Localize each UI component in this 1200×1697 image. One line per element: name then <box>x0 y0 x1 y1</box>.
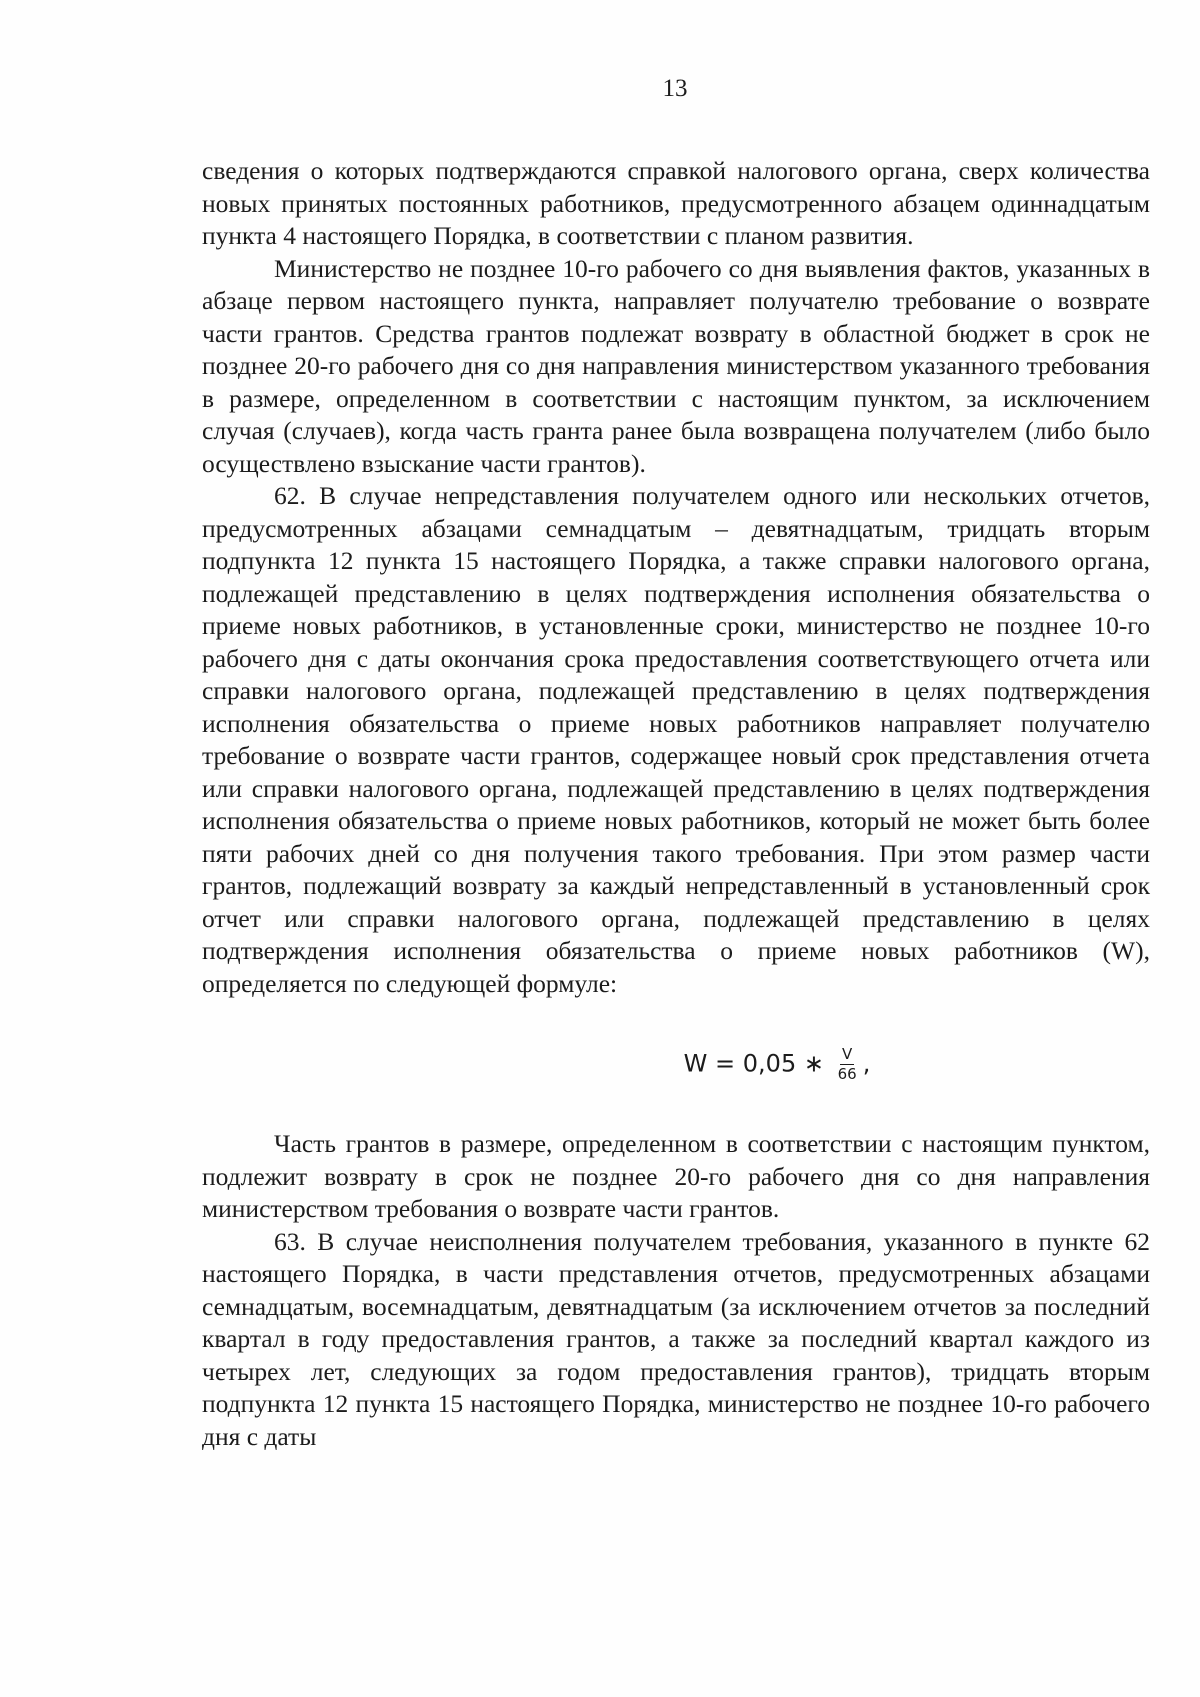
formula-block <box>202 1000 1150 1128</box>
formula-fraction <box>836 1046 859 1083</box>
paragraph-continuation: сведения о которых подтверждаются справкой налогового органа, сверх количества новых принятых постоянных работников, предусмотренного абзацем одиннадцатым пункта 4 настоящего Порядка, в соответствии с планом развития. <box>202 156 1150 250</box>
fraction-denominator: 66 <box>837 1064 857 1083</box>
formula-suffix: , <box>862 1049 871 1077</box>
page-number: 13 <box>662 75 688 102</box>
paragraph-ministry-demand: Министерство не позднее 10-го рабочего со дня выявления фактов, указанных в абзаце первом настоящего пункта, направляет получателю требование о возврате части грантов. Средства грантов подлежат возврату в областной бюджет в срок не позднее 20-го рабочего дня со дня направления министерством указанного требования в размере, определенном в соответствии с настоящим пунктом, за исключением случая (случаев), когда часть гранта ранее была возвращена получателем (либо было осуществлено взыскание части грантов). <box>202 253 1150 478</box>
paragraph-return-deadline: Часть грантов в размере, определенном в соответствии с настоящим пунктом, подлежит возврату в срок не позднее 20-го рабочего дня со дня направления министерством требования о возврате части грантов. <box>202 1129 1150 1223</box>
paragraph-clause-62: 62. В случае непредставления получателем одного или нескольких отчетов, предусмотренных абзацами семнадцатым – девятнадцатым, тридцать вторым подпункта 12 пункта 15 настоящего Порядка, а также справки налогового органа, подлежащей представлению в целях подтверждения исполнения обязательства о приеме новых работников, в установленные сроки, министерство не позднее 10-го рабочего дня с даты окончания срока предоставления соответствующего отчета или справки налогового органа, подлежащей представлению в целях подтверждения исполнения обязательства о приеме новых работников направляет получателю требование о возврате части грантов, содержащее новый срок представления отчета или справки налогового органа, подлежащей представлению в целях подтверждения исполнения обязательства о приеме новых работников, который не может быть более пяти рабочих дней со дня получения такого требования. При этом размер части грантов, подлежащий возврату за каждый непредставленный в установленный срок отчет или справки налогового органа, подлежащей представлению в целях подтверждения исполнения обязательства о приеме новых работников (W), определяется по следующей формуле: <box>202 481 1150 998</box>
fraction-numerator: V <box>842 1044 853 1063</box>
formula-lhs: W = 0,05 ∗ <box>683 1049 824 1077</box>
paragraph-clause-63: 63. В случае неисполнения получателем требования, указанного в пункте 62 настоящего Порядка, в части представления отчетов, предусмотренных абзацами семнадцатым, восемнадцатым, девятнадцатым (за исключением отчетов за последний квартал в году предоставления грантов, а также за последний квартал каждого из четырех лет, следующих за годом предоставления грантов), тридцать вторым подпункта 12 пункта 15 настоящего Порядка, министерство не позднее 10-го рабочего дня с даты <box>202 1226 1150 1451</box>
formula <box>684 1046 871 1083</box>
document-body <box>202 155 1150 1453</box>
